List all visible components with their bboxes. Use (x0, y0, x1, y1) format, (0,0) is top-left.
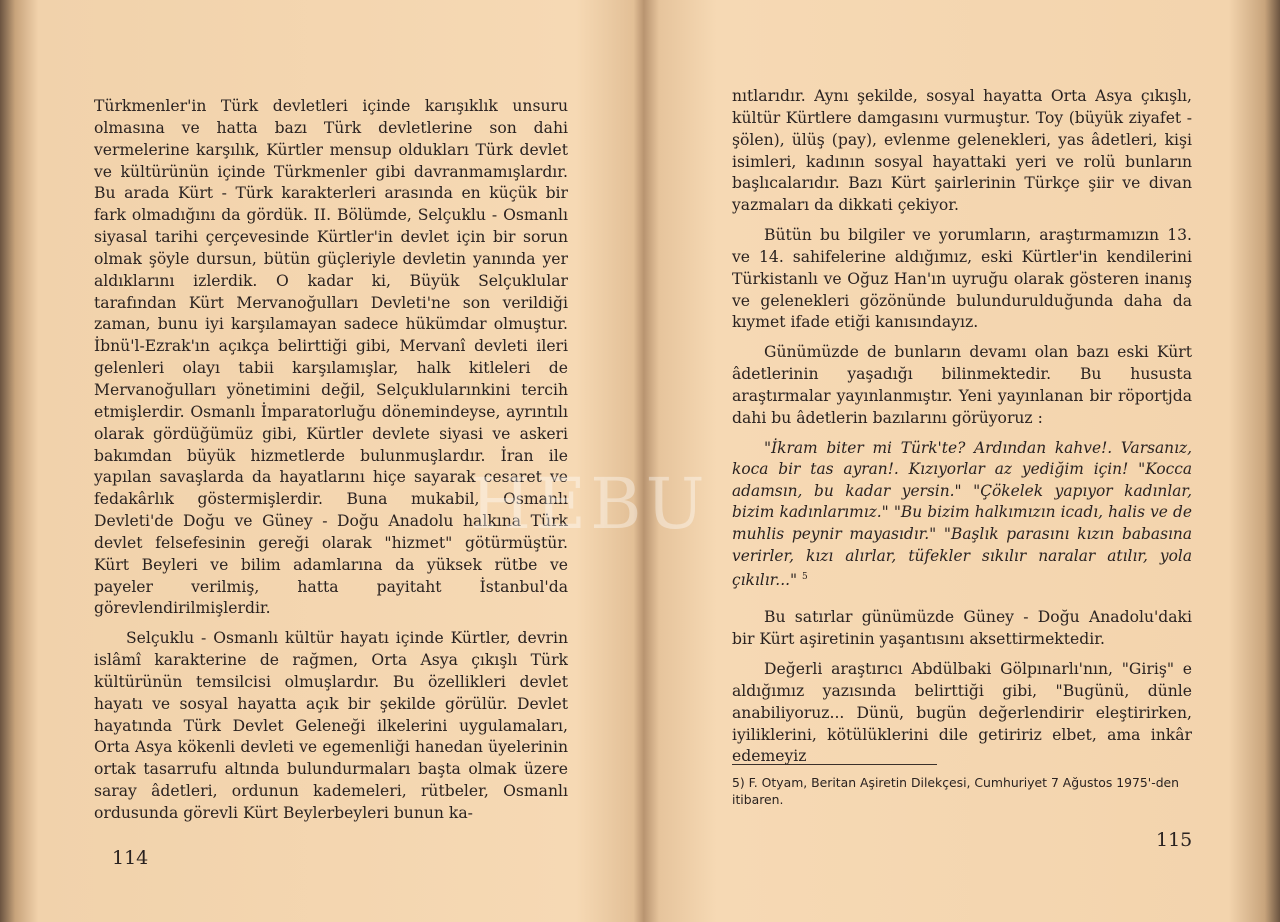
footnote: 5) F. Otyam, Beritan Aşiretin Dilekçesi, Cumhuriyet 7 Ağustos 1975'-den itibaren. (732, 775, 1180, 807)
right-paragraph-3: Günümüzde de bunların devamı olan bazı eski Kürt âdetlerinin yaşadığı bilinmektedir. Bu hususta araştırmalar yayınlanmıştır. Yeni yayınlanan bir röportjda dahi bu âdetlerin bazılarını görüyoruz : (732, 343, 1192, 427)
quote-text: "İkram biter mi Türk'te? Ardından kahve!. Varsanız, koca bir tas ayran!. Kızıyorlar az yediğim için! "Kocca adamsın, bu kadar yersin." "Çökelek yapıyor kadınlar, bizim kadınlarımız." "Bu bizim halkımızın icadı, halis ve de muhlis peynir mayasıdır." "Başlık parasını kızın babasına verirler, kızı alırlar, tüfekler sıkılır naralar atılır, yola çıkılır..." (732, 438, 1192, 590)
block-quote (732, 438, 1192, 592)
right-page-number: 115 (1156, 829, 1193, 851)
footnote-marker: 5 (801, 572, 808, 583)
watermark: HEBU (470, 463, 709, 545)
right-paragraph-4: Bu satırlar günümüzde Güney - Doğu Anadolu'daki bir Kürt aşiretinin yaşantısını aksettirmektedir. (732, 608, 1192, 649)
right-paragraph-2: Bütün bu bilgiler ve yorumların, araştırmamızın 13. ve 14. sahifelerine aldığımız, eski Kürtler'in kendilerini Türkistanlı ve Oğuz Han'ın uyruğu olarak gösteren inanış ve gelenekleri gözönünde bulundurulduğunda daha da kıymet ifade etiği kanısındayız. (732, 226, 1192, 332)
left-paragraph-2: Selçuklu - Osmanlı kültür hayatı içinde Kürtler, devrin islâmî karakterine de rağmen, Orta Asya çıkışlı Türk kültürünün temsilcisi olmuşlardır. Bu özellikleri devlet hayatı ve sosyal hayatta açık bir şekilde görülür. Devlet hayatında Türk Devlet Geleneği ilkelerini uygulamaları, Orta Asya kökenli devleti ve egemenliği hanedan üyelerinin ortak tasarrufu altında bulundurmaları başta olmak üzere saray âdetleri, ordunun kademeleri, rütbeler, Osmanlı ordusunda görevli Kürt Beylerbeyleri bunun ka- (94, 629, 568, 822)
right-paragraph-1: nıtlarıdır. Aynı şekilde, sosyal hayatta Orta Asya çıkışlı, kültür Kürtlere damgasını vurmuştur. Toy (büyük ziyafet - şölen), ülüş (pay), evlenme gelenekleri, yas âdetleri, kişi isimleri, kadının sosyal hayattaki yeri ve rolü bunların başlıcalarıdır. Bazı Kürt şairlerinin Türkçe şiir ve divan yazmaları da dikkati çekiyor. (732, 87, 1192, 215)
left-text-column (94, 96, 568, 825)
left-paragraph-1: Türkmenler'in Türk devletleri içinde karışıklık unsuru olmasına ve hatta bazı Türk devletlerine son dahi vermelerine karşılık, Kürtler mensup oldukları Türk devlet ve kültürünün içinde Türkmenler gibi davranmamışlardır. Bu arada Kürt - Türk karakterleri arasında en küçük bir fark olmadığını da gördük. II. Bölümde, Selçuklu - Osmanlı siyasal tarihi çerçevesinde Kürtler'in devlet için bir sorun olmak şöyle dursun, bütün güçleriyle devletin yanında yer aldıklarını izlerdik. O kadar ki, Büyük Selçuklular tarafından Kürt Mervanoğulları Devleti'ne son verildiği zaman, bunu iyi karşılamayan sadece hükümdar olmuştur. İbnü'l-Ezrak'ın açıkça belirttiği gibi, Mervanî devleti ileri gelenleri olayı tabii karşılamışlar, halk kitleleri de Mervanoğulları yönetimini değil, Selçuklularınkini tercih etmişlerdir. Osmanlı İmparatorluğu dönemindeyse, ayrıntılı olarak gördüğümüz gibi, Kürtler devlete siyasi ve askeri bakımdan büyük hizmetlerde bulunmuşlardır. İran ile yapılan savaşlarda da hayatlarını hiçe sayarak cesaret ve fedakârlık göstermişlerdir. Buna mukabil, Osmanlı Devleti'de Doğu ve Güney - Doğu Anadolu halkına Türk devlet felsefesinin gereği olarak "hizmet" götürmüştür. Kürt Beyleri ve bilim adamlarına da yüksek rütbe ve payeler verilmiş, hatta payitaht İstanbul'da görevlendirilmişlerdir. (94, 97, 568, 618)
right-paragraph-5: Değerli araştırıcı Abdülbaki Gölpınarlı'nın, "Giriş" e aldığımız yazısında belirttiği gibi, "Bugünü, dünle anabiliyoruz... Dünü, bugün değerlendirir eleştirirken, iyiliklerini, kötülüklerini dile getiririz elbet, ama inkâr edemeyiz (732, 660, 1192, 766)
right-text-column (732, 86, 1192, 768)
footnote-rule (732, 764, 937, 765)
left-page-number: 114 (112, 847, 149, 869)
